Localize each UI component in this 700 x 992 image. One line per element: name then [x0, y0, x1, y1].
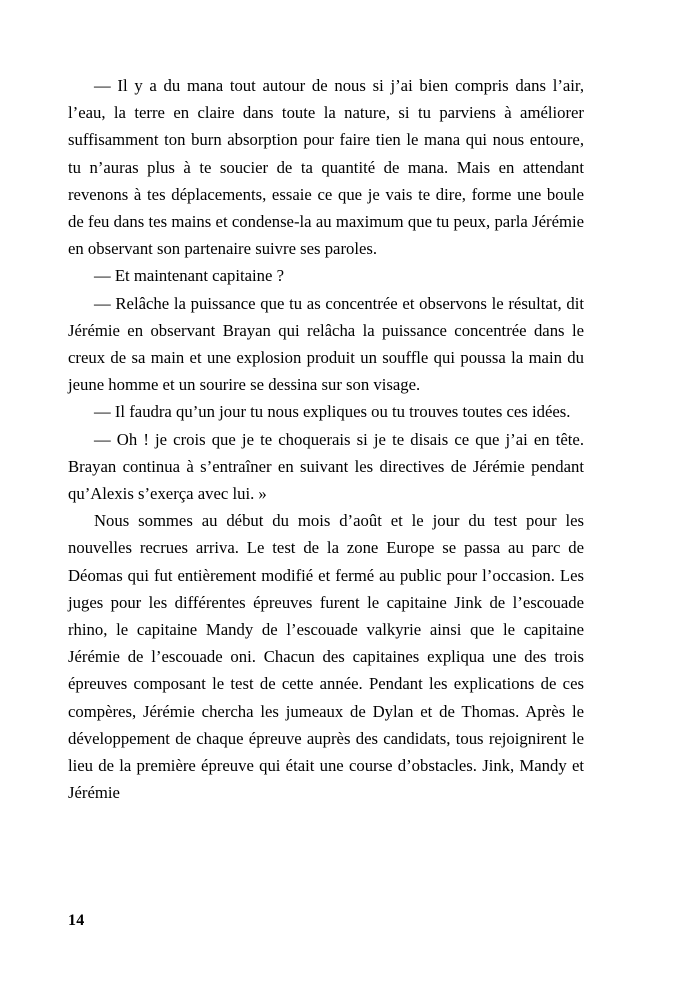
paragraph: — Et maintenant capitaine ?: [94, 266, 284, 286]
body-text: [68, 72, 584, 806]
paragraph: Nous sommes au début du mois d’août et le jour du test pour les nouvelles recrues arriva. Le test de la zone Europe se passa au parc de Déomas qui fut entièrement modifié et fermé au public pour l’occasion. Les juges pour les différentes épreuves furent le capitaine Jink de l’escouade rhino, le capitaine Mandy de l’escouade valkyrie ainsi que le capitaine Jérémie de l’escouade oni. Chacun des capitaines expliqua une des trois épreuves composant le test de cette année. Pendant les explications de ces compères, Jérémie chercha les jumeaux de Dylan et de Thomas. Après le développement de chaque épreuve auprès des candidats, tous rejoignirent le lieu de la première épreuve qui était une course d’obstacles. Jink, Mandy et Jérémie: [68, 511, 584, 803]
paragraph: — Il faudra qu’un jour tu nous expliques ou tu trouves toutes ces idées.: [94, 402, 571, 422]
paragraph: — Relâche la puissance que tu as concentrée et observons le résultat, dit Jérémie en observant Brayan qui relâcha la puissance concentrée dans le creux de sa main et une explosion produit un souffle qui poussa la main du jeune homme et un sourire se dessina sur son visage.: [68, 293, 584, 395]
paragraph: — Oh ! je crois que je te choquerais si je te disais ce que j’ai en tête. Brayan continua à s’entraîner en suivant les directives de Jérémie pendant qu’Alexis s’exerça avec lui. »: [68, 429, 584, 504]
paragraph: — Il y a du mana tout autour de nous si j’ai bien compris dans l’air, l’eau, la terre en claire dans toute la nature, si tu parviens à améliorer suffisamment ton burn absorption pour faire tien le mana qui nous entoure, tu n’auras plus à te soucier de ta quantité de mana. Mais en attendant revenons à tes déplacements, essaie ce que je vais te dire, forme une boule de feu dans tes mains et condense-la au maximum que tu peux, parla Jérémie en observant son partenaire suivre ses paroles.: [68, 76, 584, 259]
page-number: 14: [68, 912, 85, 929]
